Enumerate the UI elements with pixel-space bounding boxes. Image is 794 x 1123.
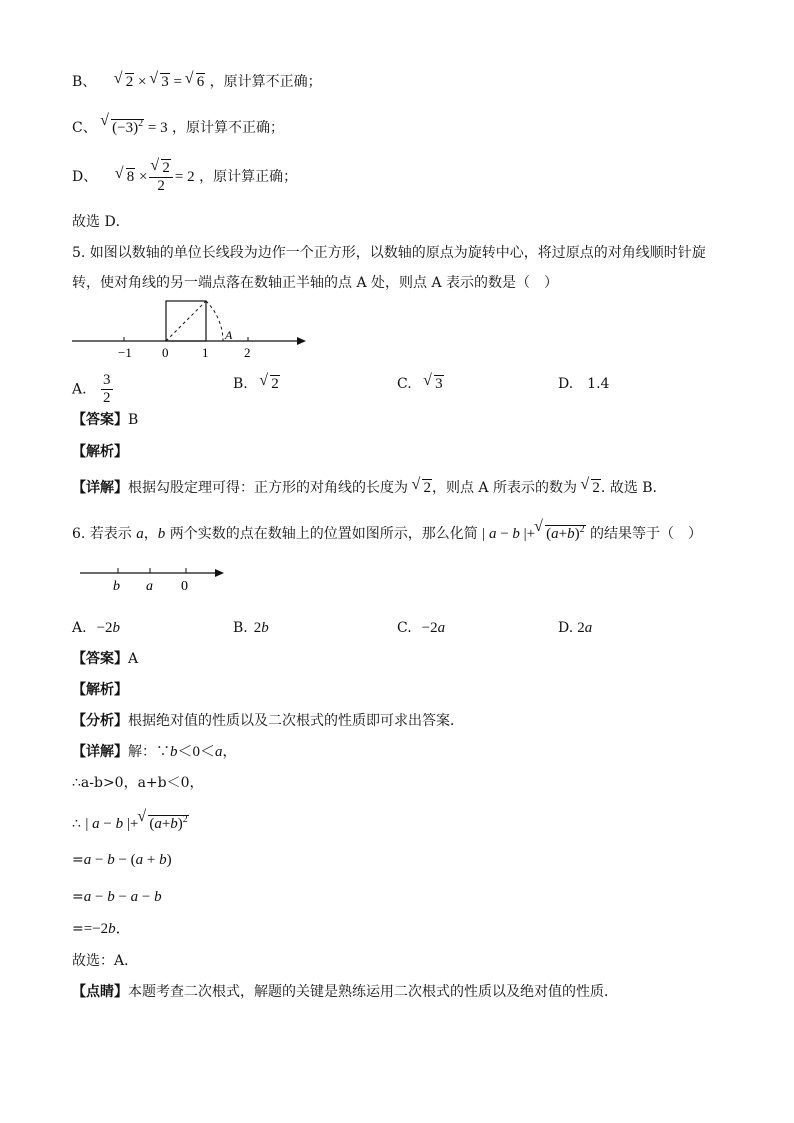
option-label: B、	[72, 74, 97, 90]
detail-tag: 【详解】	[72, 744, 128, 760]
option-b-label: B.	[233, 376, 248, 392]
detail-text-1: 根据勾股定理可得：正方形的对角线的长度为	[128, 480, 408, 496]
q6-number-line-figure	[76, 560, 236, 596]
q6-detail-line: 【详解】解：∵b＜0＜a，	[72, 744, 237, 760]
q5-detail-line: 【详解】根据勾股定理可得：正方形的对角线的长度为 √ 2，则点 A 所表示的数为 √ 2. 故选 B.	[72, 478, 657, 498]
point-a-label: a	[146, 579, 153, 594]
tick-label-neg1: −1	[118, 345, 132, 360]
q4-option-d-line	[72, 160, 297, 195]
equals-sign: =	[72, 852, 84, 868]
tick-label-2: 2	[244, 345, 251, 360]
comment-text: ，原计算不正确；	[209, 74, 322, 90]
q5-option-a	[72, 372, 115, 407]
q6-analysis-tag	[72, 680, 128, 700]
answer-tag: 【答案】	[72, 651, 128, 667]
stem-part-1: 6. 若表示	[72, 526, 132, 542]
equals-sign: =	[72, 889, 84, 905]
math-expression: √ 8 × √ $\frac{2}{2}$ = 2	[116, 169, 195, 185]
q6-dianjing-line	[72, 982, 618, 1002]
q6-fenxi-line	[72, 711, 464, 731]
detail-text-3: . 故选 B.	[600, 480, 658, 496]
comment-text: ，原计算不正确；	[172, 120, 285, 136]
q6-option-c: C. −2a	[397, 620, 446, 636]
option-c-label: C.	[397, 620, 412, 636]
q5-option-d: D. 1.4	[558, 376, 610, 392]
math-expression: √ $(-3)^2 = 3$	[101, 120, 167, 136]
q6-answer-line	[72, 649, 138, 669]
comment-text: ，原计算正确；	[199, 168, 298, 185]
equals-sign: =	[72, 921, 84, 937]
q4-choose: 故选 D．	[72, 214, 130, 230]
option-c-label: C.	[397, 376, 412, 392]
dianjing-text: 本题考查二次根式，解题的关键是熟练运用二次根式的性质以及绝对值的性质．	[128, 984, 618, 1000]
q4-option-c-line	[72, 114, 284, 138]
q6-choose: 故选：A．	[72, 953, 139, 969]
stem-part-2: ，	[143, 526, 158, 542]
q6-step1: ∴a-b>0，a+b＜0，	[72, 775, 204, 791]
q5-answer-line	[72, 410, 138, 430]
q6-step2: ∴ | a − b |+√ $(a+b)^2$	[72, 810, 189, 834]
origin-label: 0	[181, 579, 188, 594]
q6-step3: =a − b − (a + b)	[72, 852, 172, 868]
q4-option-b-line	[72, 72, 322, 92]
q6-option-a: A. −2b	[72, 620, 121, 636]
analysis-tag: 【解析】	[72, 444, 128, 460]
q6-option-b: B. 2b	[233, 620, 269, 636]
fraction-3-over-2: $\frac{3}{2}$	[103, 372, 111, 406]
q6-option-d: D. 2a	[558, 620, 593, 636]
q6-stem: 6. 若表示 a，b 两个实数的点在数轴上的位置如图所示，那么化简 | a − b |+√ $(a+b)^2$ 的结果等于（ ）	[72, 520, 702, 544]
detail-jie: 解：∵	[128, 744, 170, 760]
therefore-symbol: ∴	[72, 816, 81, 832]
math-expression: √ 2 × √ 3 = √ 6	[115, 74, 205, 90]
q5-number-line-figure	[68, 295, 318, 363]
stem-part-3: 两个实数的点在数轴上的位置如图所示，那么化简	[169, 526, 478, 542]
answer-tag: 【答案】	[72, 412, 128, 428]
answer-value: A	[128, 651, 139, 667]
analysis-tag: 【解析】	[72, 682, 128, 698]
q5-option-b: B. √ 2	[233, 374, 280, 394]
option-b-label: B.	[233, 620, 248, 636]
detail-tag: 【详解】	[72, 480, 128, 496]
option-label: D、	[72, 168, 98, 185]
q5-stem-line1: 5. 如图以数轴的单位长线段为边作一个正方形，以数轴的原点为旋转中心，将过原点的对角线顺时针旋	[72, 245, 706, 261]
option-a-label: A.	[72, 381, 87, 398]
option-a-label: A.	[72, 620, 87, 636]
fenxi-text: 根据绝对值的性质以及二次根式的性质即可求出答案．	[128, 713, 464, 729]
q6-step5: ==−2b．	[72, 921, 131, 937]
fenxi-tag: 【分析】	[72, 713, 128, 729]
tick-label-1: 1	[202, 345, 209, 360]
q6-step4: =a − b − a − b	[72, 889, 162, 905]
option-label: C、	[72, 120, 97, 136]
stem-part-4: 的结果等于（ ）	[590, 526, 703, 542]
dianjing-tag: 【点睛】	[72, 984, 128, 1000]
q5-stem-line2: 转，使对角线的另一端点落在数轴正半轴的点 A 处，则点 A 表示的数是（ ）	[72, 275, 559, 291]
q5-analysis-tag	[72, 442, 128, 462]
point-b-label: b	[113, 579, 120, 594]
point-a-label: A	[225, 328, 233, 342]
option-d-label: D.	[558, 620, 574, 636]
detail-text-2: ，则点 A 所表示的数为	[431, 480, 577, 496]
answer-value: B	[128, 412, 139, 428]
q5-option-c: C. √ 3	[397, 374, 444, 394]
tick-label-0: 0	[162, 345, 169, 360]
